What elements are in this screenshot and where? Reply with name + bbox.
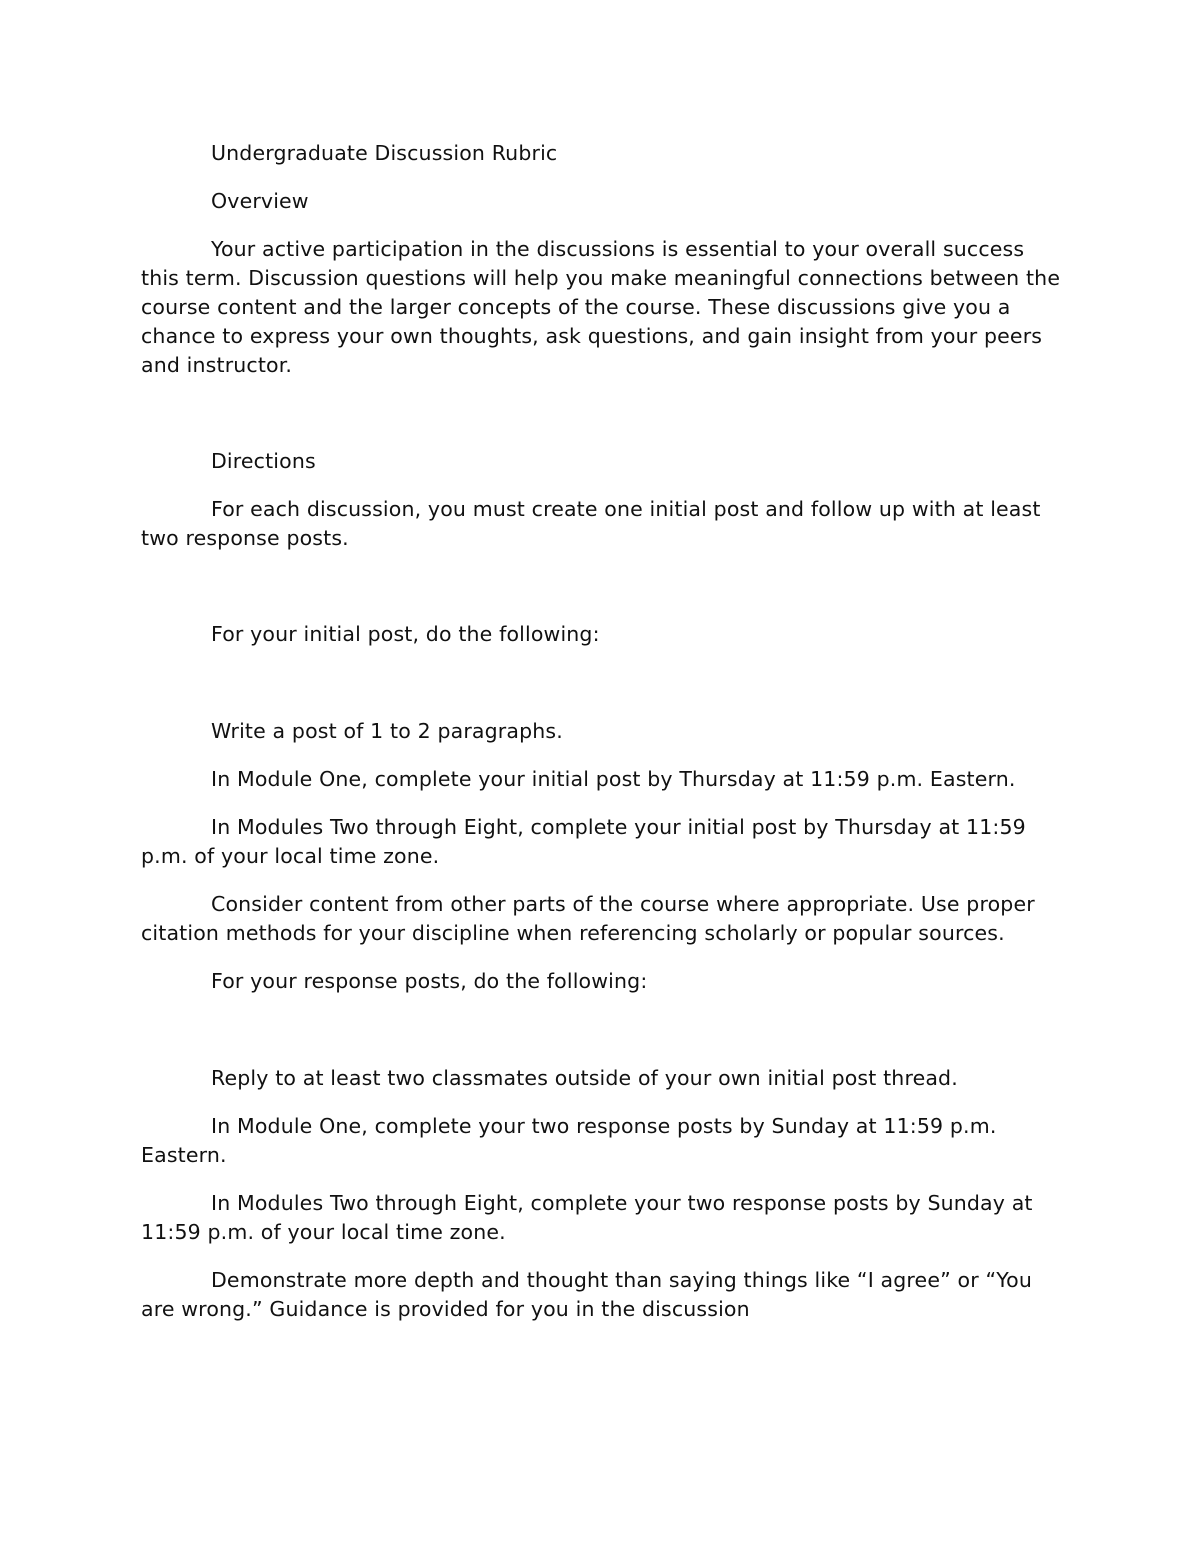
- initial-post-item: In Modules Two through Eight, complete your initial post by Thursday at 11:59 p.m. of your local time zone.: [141, 815, 1026, 868]
- response-posts-heading: For your response posts, do the following:: [211, 969, 648, 993]
- response-post-item: Demonstrate more depth and thought than saying things like “I agree” or “You are wrong.” Guidance is provided for you in the discussion: [141, 1268, 1033, 1321]
- overview-heading: Overview: [211, 189, 309, 213]
- document-body: [141, 139, 1061, 1343]
- initial-post-item: Consider content from other parts of the course where appropriate. Use proper citation methods for your discipline when referencing scholarly or popular sources.: [141, 892, 1035, 945]
- directions-heading: Directions: [211, 449, 316, 473]
- response-post-item: In Module One, complete your two response posts by Sunday at 11:59 p.m. Eastern.: [141, 1114, 997, 1167]
- directions-paragraph: For each discussion, you must create one initial post and follow up with at least two response posts.: [141, 497, 1041, 550]
- initial-post-item: Write a post of 1 to 2 paragraphs.: [211, 719, 563, 743]
- overview-paragraph: Your active participation in the discussions is essential to your overall success this term. Discussion questions will help you make meaningful connections between the course content and the larger concepts of the course. These discussions give you a chance to express your own thoughts, ask questions, and gain insight from your peers and instructor.: [141, 237, 1061, 377]
- response-post-item: In Modules Two through Eight, complete your two response posts by Sunday at 11:59 p.m. of your local time zone.: [141, 1191, 1033, 1244]
- initial-post-item: In Module One, complete your initial post by Thursday at 11:59 p.m. Eastern.: [211, 767, 1016, 791]
- document-title: Undergraduate Discussion Rubric: [211, 141, 558, 165]
- initial-post-heading: For your initial post, do the following:: [211, 622, 600, 646]
- response-post-item: Reply to at least two classmates outside of your own initial post thread.: [211, 1066, 958, 1090]
